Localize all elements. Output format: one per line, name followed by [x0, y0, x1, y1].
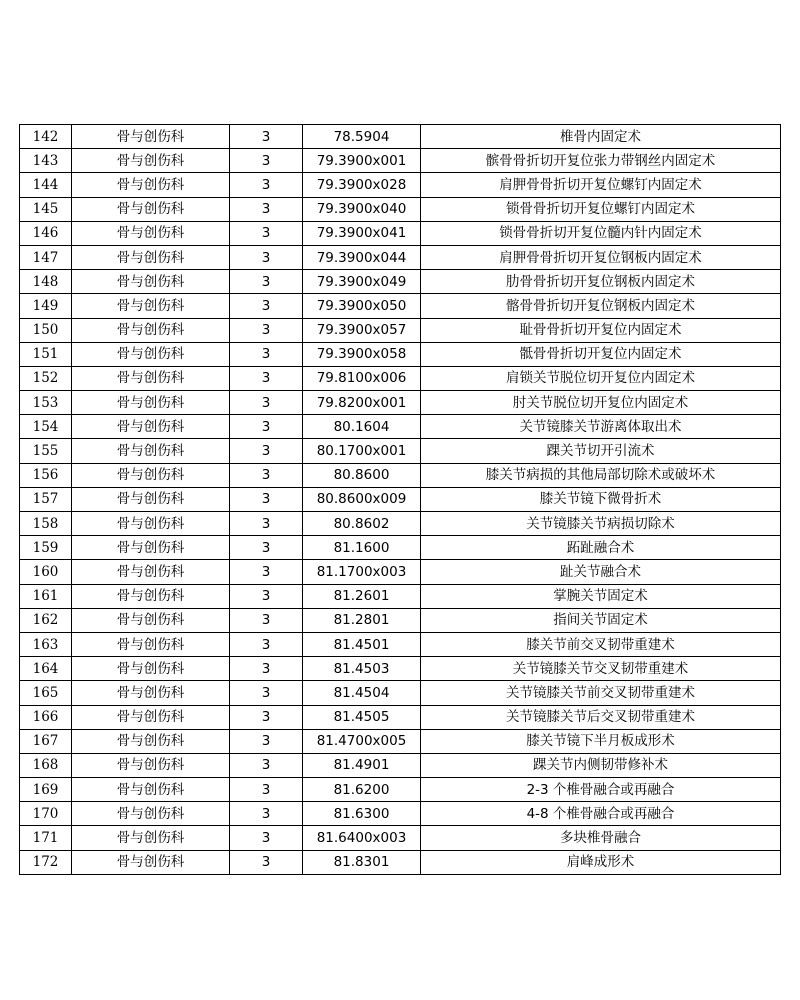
code-cell: 81.6200 — [303, 778, 421, 802]
procedure-name-cell: 骶骨骨折切开复位内固定术 — [421, 342, 781, 366]
department-cell: 骨与创伤科 — [72, 657, 230, 681]
department-cell: 骨与创伤科 — [72, 705, 230, 729]
table-body — [20, 125, 781, 875]
department-cell: 骨与创伤科 — [72, 681, 230, 705]
department-cell: 骨与创伤科 — [72, 560, 230, 584]
row-number: 152 — [20, 366, 72, 390]
procedure-name-cell: 4-8 个椎骨融合或再融合 — [421, 802, 781, 826]
procedure-name-cell: 髌骨骨折切开复位张力带钢丝内固定术 — [421, 149, 781, 173]
department-cell: 骨与创伤科 — [72, 826, 230, 850]
department-cell: 骨与创伤科 — [72, 197, 230, 221]
procedure-name-cell: 关节镜膝关节交叉韧带重建术 — [421, 657, 781, 681]
procedure-name-cell: 肋骨骨折切开复位钢板内固定术 — [421, 270, 781, 294]
level-cell: 3 — [230, 149, 303, 173]
table-row — [20, 463, 781, 487]
department-cell: 骨与创伤科 — [72, 850, 230, 874]
department-cell: 骨与创伤科 — [72, 245, 230, 269]
procedure-name-cell: 锁骨骨折切开复位髓内针内固定术 — [421, 221, 781, 245]
procedure-name-cell: 锁骨骨折切开复位螺钉内固定术 — [421, 197, 781, 221]
row-number: 149 — [20, 294, 72, 318]
table-row — [20, 584, 781, 608]
row-number: 172 — [20, 850, 72, 874]
level-cell: 3 — [230, 342, 303, 366]
row-number: 154 — [20, 415, 72, 439]
level-cell: 3 — [230, 584, 303, 608]
table-row — [20, 487, 781, 511]
table-row — [20, 197, 781, 221]
code-cell: 80.8600x009 — [303, 487, 421, 511]
department-cell: 骨与创伤科 — [72, 753, 230, 777]
code-cell: 81.1700x003 — [303, 560, 421, 584]
row-number: 148 — [20, 270, 72, 294]
department-cell: 骨与创伤科 — [72, 778, 230, 802]
level-cell: 3 — [230, 245, 303, 269]
row-number: 156 — [20, 463, 72, 487]
code-cell: 81.6400x003 — [303, 826, 421, 850]
table-row — [20, 512, 781, 536]
level-cell: 3 — [230, 850, 303, 874]
code-cell: 80.1604 — [303, 415, 421, 439]
row-number: 161 — [20, 584, 72, 608]
code-cell: 79.3900x028 — [303, 173, 421, 197]
procedure-name-cell: 多块椎骨融合 — [421, 826, 781, 850]
table-row — [20, 826, 781, 850]
level-cell: 3 — [230, 415, 303, 439]
table-row — [20, 270, 781, 294]
department-cell: 骨与创伤科 — [72, 125, 230, 149]
code-cell: 79.3900x049 — [303, 270, 421, 294]
level-cell: 3 — [230, 778, 303, 802]
code-cell: 79.3900x041 — [303, 221, 421, 245]
code-cell: 79.3900x058 — [303, 342, 421, 366]
row-number: 164 — [20, 657, 72, 681]
procedure-name-cell: 椎骨内固定术 — [421, 125, 781, 149]
table-row — [20, 681, 781, 705]
department-cell: 骨与创伤科 — [72, 584, 230, 608]
row-number: 145 — [20, 197, 72, 221]
procedure-name-cell: 踝关节内侧韧带修补术 — [421, 753, 781, 777]
table-row — [20, 560, 781, 584]
department-cell: 骨与创伤科 — [72, 342, 230, 366]
table-row — [20, 318, 781, 342]
procedure-name-cell: 肘关节脱位切开复位内固定术 — [421, 391, 781, 415]
department-cell: 骨与创伤科 — [72, 221, 230, 245]
row-number: 165 — [20, 681, 72, 705]
row-number: 151 — [20, 342, 72, 366]
table-row — [20, 342, 781, 366]
table-row — [20, 294, 781, 318]
department-cell: 骨与创伤科 — [72, 415, 230, 439]
row-number: 150 — [20, 318, 72, 342]
level-cell: 3 — [230, 681, 303, 705]
code-cell: 80.8602 — [303, 512, 421, 536]
level-cell: 3 — [230, 318, 303, 342]
procedure-name-cell: 肩锁关节脱位切开复位内固定术 — [421, 366, 781, 390]
code-cell: 81.4501 — [303, 632, 421, 656]
level-cell: 3 — [230, 197, 303, 221]
code-cell: 79.3900x050 — [303, 294, 421, 318]
code-cell: 81.4700x005 — [303, 729, 421, 753]
table-row — [20, 778, 781, 802]
row-number: 159 — [20, 536, 72, 560]
procedure-name-cell: 髂骨骨折切开复位钢板内固定术 — [421, 294, 781, 318]
procedure-name-cell: 膝关节镜下半月板成形术 — [421, 729, 781, 753]
procedure-name-cell: 肩峰成形术 — [421, 850, 781, 874]
procedure-table — [19, 124, 781, 875]
code-cell: 79.8100x006 — [303, 366, 421, 390]
level-cell: 3 — [230, 487, 303, 511]
row-number: 169 — [20, 778, 72, 802]
department-cell: 骨与创伤科 — [72, 802, 230, 826]
level-cell: 3 — [230, 560, 303, 584]
level-cell: 3 — [230, 173, 303, 197]
row-number: 163 — [20, 632, 72, 656]
level-cell: 3 — [230, 512, 303, 536]
row-number: 170 — [20, 802, 72, 826]
department-cell: 骨与创伤科 — [72, 512, 230, 536]
table-row — [20, 705, 781, 729]
department-cell: 骨与创伤科 — [72, 270, 230, 294]
department-cell: 骨与创伤科 — [72, 608, 230, 632]
level-cell: 3 — [230, 366, 303, 390]
level-cell: 3 — [230, 221, 303, 245]
row-number: 160 — [20, 560, 72, 584]
row-number: 162 — [20, 608, 72, 632]
level-cell: 3 — [230, 729, 303, 753]
procedure-name-cell: 膝关节镜下微骨折术 — [421, 487, 781, 511]
row-number: 147 — [20, 245, 72, 269]
level-cell: 3 — [230, 705, 303, 729]
code-cell: 79.3900x001 — [303, 149, 421, 173]
department-cell: 骨与创伤科 — [72, 173, 230, 197]
table-row — [20, 632, 781, 656]
row-number: 144 — [20, 173, 72, 197]
table-row — [20, 439, 781, 463]
table-row — [20, 366, 781, 390]
table-row — [20, 415, 781, 439]
code-cell: 80.1700x001 — [303, 439, 421, 463]
level-cell: 3 — [230, 657, 303, 681]
table-row — [20, 536, 781, 560]
row-number: 142 — [20, 125, 72, 149]
procedure-name-cell: 掌腕关节固定术 — [421, 584, 781, 608]
department-cell: 骨与创伤科 — [72, 536, 230, 560]
code-cell: 81.2801 — [303, 608, 421, 632]
level-cell: 3 — [230, 125, 303, 149]
table-row — [20, 729, 781, 753]
department-cell: 骨与创伤科 — [72, 149, 230, 173]
procedure-name-cell: 耻骨骨折切开复位内固定术 — [421, 318, 781, 342]
department-cell: 骨与创伤科 — [72, 366, 230, 390]
row-number: 158 — [20, 512, 72, 536]
code-cell: 78.5904 — [303, 125, 421, 149]
department-cell: 骨与创伤科 — [72, 463, 230, 487]
code-cell: 81.8301 — [303, 850, 421, 874]
table-row — [20, 125, 781, 149]
table-row — [20, 391, 781, 415]
code-cell: 81.6300 — [303, 802, 421, 826]
level-cell: 3 — [230, 391, 303, 415]
table-row — [20, 173, 781, 197]
procedure-name-cell: 2-3 个椎骨融合或再融合 — [421, 778, 781, 802]
department-cell: 骨与创伤科 — [72, 294, 230, 318]
code-cell: 79.3900x044 — [303, 245, 421, 269]
procedure-name-cell: 踝关节切开引流术 — [421, 439, 781, 463]
code-cell: 81.4901 — [303, 753, 421, 777]
code-cell: 81.1600 — [303, 536, 421, 560]
level-cell: 3 — [230, 536, 303, 560]
department-cell: 骨与创伤科 — [72, 391, 230, 415]
table-row — [20, 221, 781, 245]
level-cell: 3 — [230, 463, 303, 487]
level-cell: 3 — [230, 632, 303, 656]
table-row — [20, 850, 781, 874]
procedure-name-cell: 膝关节病损的其他局部切除术或破坏术 — [421, 463, 781, 487]
procedure-name-cell: 肩胛骨骨折切开复位钢板内固定术 — [421, 245, 781, 269]
code-cell: 81.4504 — [303, 681, 421, 705]
procedure-name-cell: 关节镜膝关节前交叉韧带重建术 — [421, 681, 781, 705]
code-cell: 81.4505 — [303, 705, 421, 729]
code-cell: 81.4503 — [303, 657, 421, 681]
department-cell: 骨与创伤科 — [72, 487, 230, 511]
department-cell: 骨与创伤科 — [72, 439, 230, 463]
level-cell: 3 — [230, 270, 303, 294]
row-number: 155 — [20, 439, 72, 463]
level-cell: 3 — [230, 608, 303, 632]
procedure-name-cell: 关节镜膝关节后交叉韧带重建术 — [421, 705, 781, 729]
row-number: 153 — [20, 391, 72, 415]
department-cell: 骨与创伤科 — [72, 318, 230, 342]
procedure-name-cell: 膝关节前交叉韧带重建术 — [421, 632, 781, 656]
procedure-name-cell: 趾关节融合术 — [421, 560, 781, 584]
row-number: 143 — [20, 149, 72, 173]
row-number: 166 — [20, 705, 72, 729]
table-row — [20, 608, 781, 632]
procedure-name-cell: 关节镜膝关节病损切除术 — [421, 512, 781, 536]
code-cell: 80.8600 — [303, 463, 421, 487]
code-cell: 79.3900x057 — [303, 318, 421, 342]
department-cell: 骨与创伤科 — [72, 729, 230, 753]
table-row — [20, 149, 781, 173]
table-row — [20, 657, 781, 681]
row-number: 157 — [20, 487, 72, 511]
procedure-name-cell: 跖趾融合术 — [421, 536, 781, 560]
row-number: 168 — [20, 753, 72, 777]
table-row — [20, 753, 781, 777]
procedure-name-cell: 指间关节固定术 — [421, 608, 781, 632]
row-number: 146 — [20, 221, 72, 245]
code-cell: 79.3900x040 — [303, 197, 421, 221]
procedure-name-cell: 肩胛骨骨折切开复位螺钉内固定术 — [421, 173, 781, 197]
level-cell: 3 — [230, 439, 303, 463]
procedure-name-cell: 关节镜膝关节游离体取出术 — [421, 415, 781, 439]
level-cell: 3 — [230, 753, 303, 777]
code-cell: 81.2601 — [303, 584, 421, 608]
level-cell: 3 — [230, 826, 303, 850]
level-cell: 3 — [230, 802, 303, 826]
table-row — [20, 245, 781, 269]
table-row — [20, 802, 781, 826]
department-cell: 骨与创伤科 — [72, 632, 230, 656]
row-number: 171 — [20, 826, 72, 850]
row-number: 167 — [20, 729, 72, 753]
level-cell: 3 — [230, 294, 303, 318]
code-cell: 79.8200x001 — [303, 391, 421, 415]
